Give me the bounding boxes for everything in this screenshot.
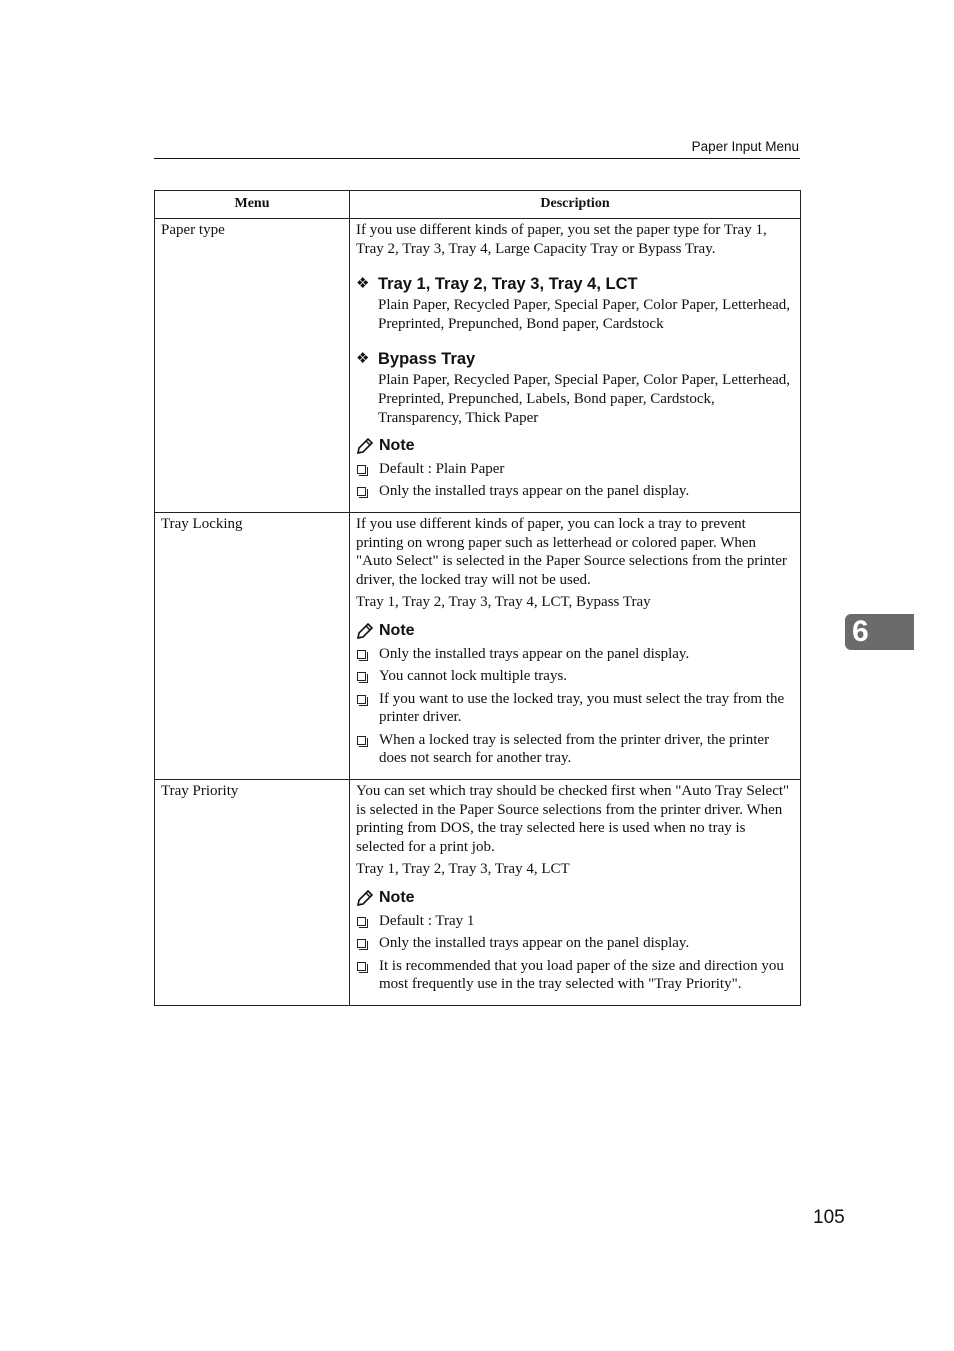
checkbox-bullet-icon: [357, 465, 366, 474]
description-cell-paper-type: [350, 219, 801, 513]
pencil-note-icon: [356, 437, 374, 455]
subsection-heading: [356, 349, 794, 369]
table-row: [155, 512, 801, 779]
list-item: When a locked tray is selected from the printer driver, the printer does not search for another tray.: [356, 731, 794, 768]
menu-cell-tray-locking: Tray Locking: [155, 512, 350, 779]
list-item: Only the installed trays appear on the panel display.: [356, 645, 794, 664]
description-cell-tray-priority: [350, 780, 801, 1006]
pencil-note-icon: [356, 622, 374, 640]
chapter-number: 6: [852, 615, 869, 648]
diamond-bullet-icon: ❖: [356, 275, 370, 293]
list-item: If you want to use the locked tray, you must select the tray from the printer driver.: [356, 690, 794, 727]
list-item: You cannot lock multiple trays.: [356, 667, 794, 686]
list-item: It is recommended that you load paper of the size and direction you most frequently use in the tray selected with "Tray Priority".: [356, 957, 794, 994]
note-list: [356, 645, 794, 769]
note-label: Note: [379, 889, 415, 907]
running-header-title: Paper Input Menu: [691, 139, 799, 154]
note-list: [356, 460, 794, 501]
checkbox-bullet-icon: [357, 487, 366, 496]
menu-cell-tray-priority: Tray Priority: [155, 780, 350, 1006]
description-intro: If you use different kinds of paper, you can lock a tray to prevent printing on wrong paper such as letterhead or colored paper. When "Auto Select" is selected in the Paper Source selections from the printer driver, the locked tray will not be used.: [356, 515, 787, 588]
note-label: Note: [379, 437, 415, 455]
checkbox-bullet-icon: [357, 650, 366, 659]
header-rule: [154, 158, 800, 159]
note-list: [356, 912, 794, 994]
checkbox-bullet-icon: [357, 917, 366, 926]
checkbox-bullet-icon: [357, 695, 366, 704]
chapter-tab: [845, 614, 914, 650]
checkbox-bullet-icon: [357, 962, 366, 971]
note-label: Note: [379, 621, 415, 639]
subsection-body: Plain Paper, Recycled Paper, Special Paper, Color Paper, Letterhead, Preprinted, Prepunched, Labels, Bond paper, Cardstock, Transparency, Thick Paper: [378, 372, 791, 426]
checkbox-bullet-icon: [357, 736, 366, 745]
checkbox-bullet-icon: [357, 939, 366, 948]
menu-column-header: Menu: [155, 191, 350, 219]
menu-cell-paper-type: Paper type: [155, 219, 350, 513]
subsection-title: Bypass Tray: [378, 350, 476, 369]
pencil-note-icon: [356, 889, 374, 907]
diamond-bullet-icon: ❖: [356, 350, 370, 368]
description-values: Tray 1, Tray 2, Tray 3, Tray 4, LCT: [356, 861, 570, 878]
description-column-header: Description: [350, 191, 801, 219]
description-values: Tray 1, Tray 2, Tray 3, Tray 4, LCT, Bypass Tray: [356, 594, 651, 611]
list-item: Default : Tray 1: [356, 912, 794, 931]
checkbox-bullet-icon: [357, 672, 366, 681]
description-intro: You can set which tray should be checked first when "Auto Tray Select" is selected in the Paper Source selections from the printer driver. When printing from DOS, the tray selected here is used when no tray is selected for a print job.: [356, 783, 790, 855]
menu-table: [154, 190, 801, 1006]
note-heading: [356, 889, 794, 908]
description-cell-tray-locking: [350, 512, 801, 779]
list-item: Only the installed trays appear on the panel display.: [356, 482, 794, 501]
table-row: [155, 780, 801, 1006]
list-item: Only the installed trays appear on the panel display.: [356, 934, 794, 953]
page-number: 105: [813, 1207, 845, 1228]
subsection-body: Plain Paper, Recycled Paper, Special Paper, Color Paper, Letterhead, Preprinted, Prepunched, Bond paper, Cardstock: [378, 297, 791, 332]
table-row: [155, 219, 801, 513]
table-header-row: [155, 191, 801, 219]
note-heading: [356, 437, 794, 456]
subsection-title: Tray 1, Tray 2, Tray 3, Tray 4, LCT: [378, 275, 638, 294]
subsection-heading: [356, 274, 794, 294]
note-heading: [356, 622, 794, 641]
list-item: Default : Plain Paper: [356, 460, 794, 479]
description-intro: If you use different kinds of paper, you set the paper type for Tray 1, Tray 2, Tray 3, Tray 4, Large Capacity Tray or Bypass Tray.: [356, 222, 767, 257]
